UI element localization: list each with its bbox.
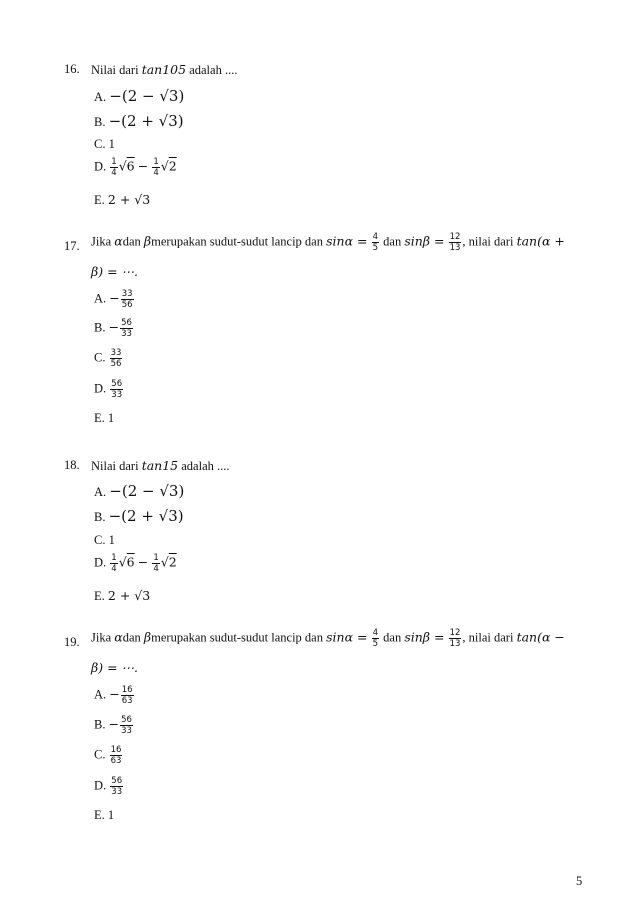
question-16-suffix: adalah .... — [189, 63, 238, 77]
q17-option-d[interactable] — [94, 380, 124, 399]
option-label: C. — [94, 137, 106, 151]
question-19-stem: Jika αdan βmerupakan sudut-sudut lancip dan sinα = $\frac{4}{5}$ dan sinβ = $\frac{12}{13}$ , nilai dari tan(α − — [91, 628, 565, 649]
option-text: 2 + √3 — [107, 588, 151, 603]
option-label: A. — [94, 485, 107, 499]
question-17-stem: Jika αdan βmerupakan sudut-sudut lancip dan sinα = $\frac{4}{5}$ dan sinβ = $\frac{12}{13}$ , nilai dari tan(α + — [91, 232, 565, 253]
option-text: 1 — [107, 808, 115, 822]
question-16-text: Nilai dari — [91, 63, 139, 77]
q17-option-b[interactable]: B. − $\frac{56}{33}$ — [94, 318, 132, 339]
option-label: C. — [94, 747, 106, 762]
option-label: A. — [94, 291, 107, 306]
question-18-stem — [91, 458, 230, 474]
option-text: −(2 − √3) — [109, 482, 185, 500]
option-text: −(2 + √3) — [108, 507, 184, 525]
option-label: C. — [94, 533, 106, 547]
q17-option-c[interactable] — [94, 349, 123, 368]
question-18-expression: tan15 — [141, 458, 179, 473]
fraction: $\frac{56}{33}$ — [111, 776, 123, 797]
option-text: 1 — [107, 411, 115, 425]
question-18-suffix: adalah .... — [181, 459, 230, 473]
q16-option-b[interactable] — [94, 112, 184, 130]
fraction: $\frac{56}{33}$ — [121, 318, 132, 339]
option-label: B. — [94, 115, 106, 129]
q16-option-c[interactable] — [94, 137, 115, 152]
option-label: E. — [94, 808, 105, 822]
option-label: D. — [94, 778, 107, 793]
option-label: E. — [94, 411, 105, 425]
q16-option-d[interactable]: D. $\frac{1}{4}$ √6 − $\frac{1}{4}$ √2 — [94, 157, 177, 178]
fraction: $\frac{1}{4}$ — [111, 157, 117, 178]
question-16-number: 16. — [64, 62, 80, 76]
option-label: C. — [94, 350, 106, 365]
q17-option-a[interactable]: A. − $\frac{33}{56}$ — [94, 289, 133, 310]
option-label: B. — [94, 510, 106, 524]
q19-option-e[interactable] — [94, 808, 114, 823]
q18-option-b[interactable] — [94, 507, 184, 525]
option-label: D. — [94, 159, 107, 174]
question-17-number: 17. — [64, 239, 80, 253]
q19-option-d[interactable] — [94, 777, 124, 796]
option-label: B. — [94, 717, 106, 732]
q16-option-e[interactable] — [94, 192, 150, 208]
fraction: $\frac{16}{63}$ — [110, 745, 122, 766]
option-label: A. — [94, 90, 107, 104]
fraction: $\frac{1}{4}$ — [153, 157, 159, 178]
option-label: D. — [94, 381, 107, 396]
option-label: A. — [94, 687, 107, 702]
option-label: D. — [94, 555, 107, 570]
q19-option-c[interactable] — [94, 746, 123, 765]
fraction: $\frac{1}{4}$ — [153, 553, 159, 574]
q19-option-b[interactable]: B. − $\frac{56}{33}$ — [94, 715, 132, 736]
option-label: B. — [94, 320, 106, 335]
fraction: $\frac{1}{4}$ — [111, 553, 117, 574]
question-19-stem-line2: β) = ⋯. — [91, 660, 138, 675]
question-18-text: Nilai dari — [91, 459, 139, 473]
question-19-number: 19. — [64, 635, 80, 649]
q18-option-a[interactable] — [94, 482, 184, 500]
option-text: 1 — [108, 137, 115, 151]
q17-option-e[interactable] — [94, 411, 114, 426]
q16-option-a[interactable] — [94, 87, 184, 105]
q19-option-a[interactable]: A. − $\frac{16}{63}$ — [94, 685, 133, 706]
q18-option-c[interactable] — [94, 533, 115, 548]
option-text: −(2 + √3) — [108, 112, 184, 130]
option-text: 2 + √3 — [107, 192, 151, 207]
page-number: 5 — [576, 874, 583, 888]
fraction: $\frac{33}{56}$ — [110, 348, 122, 369]
option-text: −(2 − √3) — [109, 87, 185, 105]
fraction: $\frac{56}{33}$ — [121, 715, 132, 736]
option-label: E. — [94, 193, 105, 207]
question-16-stem — [91, 62, 237, 78]
question-18-number: 18. — [64, 458, 80, 472]
q18-option-e[interactable] — [94, 588, 150, 604]
fraction: $\frac{56}{33}$ — [111, 379, 123, 400]
question-16-expression: tan105 — [141, 62, 187, 77]
q18-option-d[interactable]: D. $\frac{1}{4}$ √6 − $\frac{1}{4}$ √2 — [94, 553, 177, 574]
option-text: 1 — [108, 533, 115, 547]
fraction: $\frac{33}{56}$ — [121, 289, 133, 310]
fraction: $\frac{16}{63}$ — [121, 685, 133, 706]
option-label: E. — [94, 589, 105, 603]
question-17-stem-line2: β) = ⋯. — [91, 264, 138, 279]
